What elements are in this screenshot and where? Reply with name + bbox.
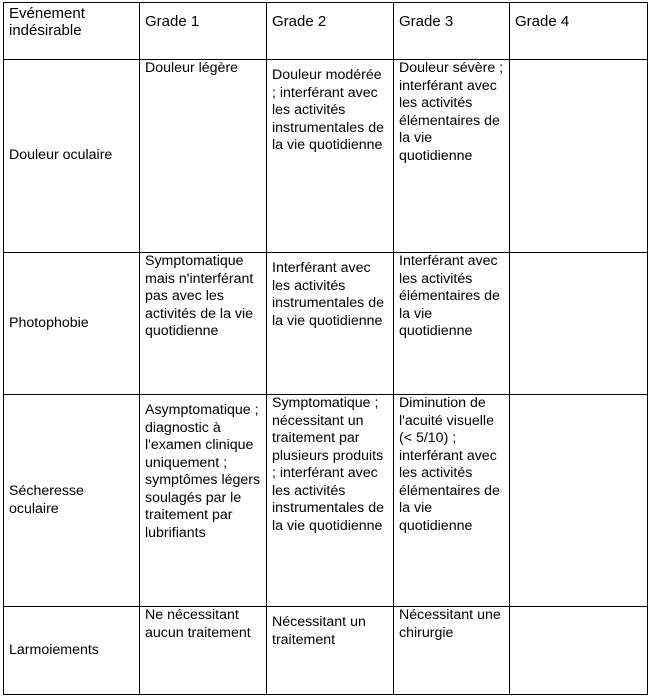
grade-2-cell: Symptomatique ; nécessitant un traitement par plusieurs produits ; interférant avec les activités instrumentales de la vie quotidienne [267,395,394,607]
grade-3-cell: Interférant avec les activités élémentaires de la vie quotidienne [394,253,510,395]
grade-4-cell [510,607,648,695]
event-cell: Photophobie [4,253,140,395]
grade-3-cell: Nécessitant une chirurgie [394,607,510,695]
header-cell-event: Evénement indésirable [4,3,140,60]
grade-4-cell [510,60,648,253]
grade-3-cell: Douleur sévère ; interférant avec les activités élémentaires de la vie quotidienne [394,60,510,253]
grade-1-cell: Ne nécessitant aucun traitement [140,607,267,695]
header-cell-grade-2: Grade 2 [267,3,394,60]
grade-1-cell: Asymptomatique ; diagnostic à l'examen clinique uniquement ; symptômes légers soulagés par le traitement par lubrifiants [140,395,267,607]
grade-1-cell: Symptomatique mais n'interférant pas avec les activités de la vie quotidienne [140,253,267,395]
grade-4-cell [510,253,648,395]
grade-4-cell [510,395,648,607]
header-cell-grade-3: Grade 3 [394,3,510,60]
table-row [4,253,648,395]
event-cell: Sécheresse oculaire [4,395,140,607]
event-cell: Douleur oculaire [4,60,140,253]
event-cell: Larmoiements [4,607,140,695]
grade-2-cell: Nécessitant un traitement [267,607,394,695]
header-row [4,3,648,60]
table-row [4,60,648,253]
table-row [4,607,648,695]
header-cell-grade-1: Grade 1 [140,3,267,60]
grade-1-cell: Douleur légère [140,60,267,253]
grade-2-cell: Interférant avec les activités instrumentales de la vie quotidienne [267,253,394,395]
table-row [4,395,648,607]
grade-3-cell: Diminution de l'acuité visuelle (< 5/10) ; interférant avec les activités élémentaires de la vie quotidienne [394,395,510,607]
header-cell-grade-4: Grade 4 [510,3,648,60]
grade-2-cell: Douleur modérée ; interférant avec les activités instrumentales de la vie quotidienne [267,60,394,253]
adverse-events-table [3,2,648,695]
